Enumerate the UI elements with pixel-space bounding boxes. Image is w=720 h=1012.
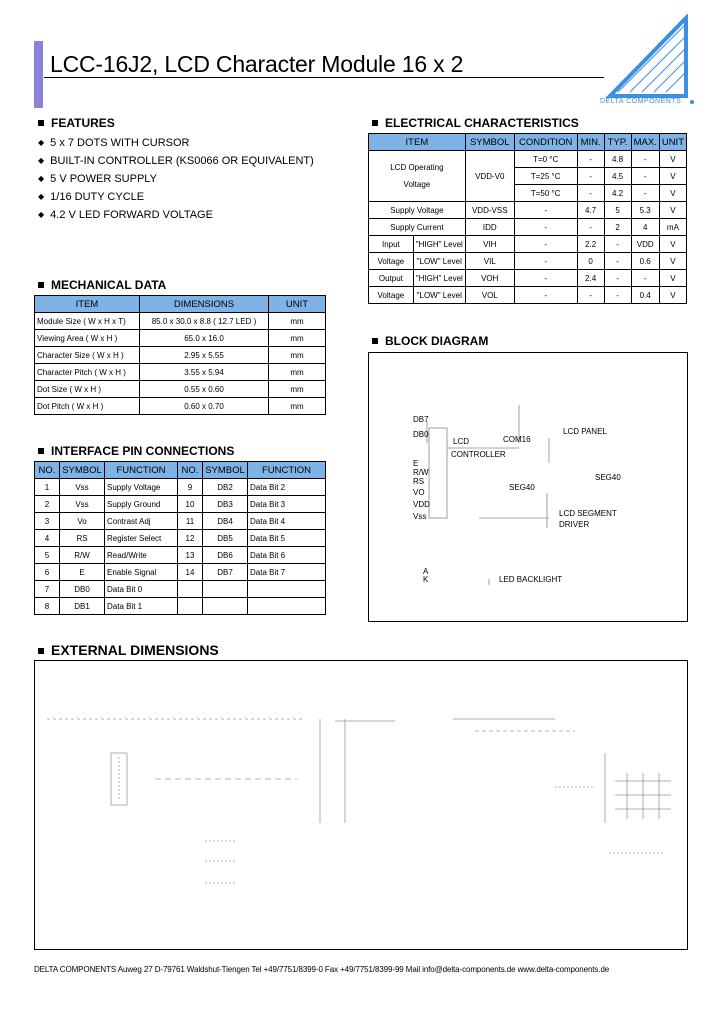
table-cell: Voltage — [369, 287, 414, 304]
table-cell: Voltage — [369, 253, 414, 270]
table-cell: Supply Voltage — [369, 202, 466, 219]
table-cell: - — [514, 236, 577, 253]
col-header: DIMENSIONS — [140, 296, 269, 313]
table-cell: 2 — [604, 219, 631, 236]
table-row — [369, 219, 687, 236]
col-header: NO. — [35, 462, 60, 479]
table-cell: - — [631, 185, 659, 202]
table-cell: T=0 °C — [514, 151, 577, 168]
table-cell: - — [577, 185, 604, 202]
table-cell: 3 — [35, 513, 60, 530]
table-cell: 1 — [35, 479, 60, 496]
table-cell: 2.2 — [577, 236, 604, 253]
table-header-row — [35, 296, 326, 313]
table-cell: - — [604, 270, 631, 287]
table-cell: 0.4 — [631, 287, 659, 304]
electrical-heading-text: ELECTRICAL CHARACTERISTICS — [385, 116, 579, 130]
table-cell: mm — [269, 330, 326, 347]
pin-label: E — [413, 459, 419, 468]
external-dimensions-drawing — [34, 660, 688, 950]
title-accent-bar — [34, 41, 43, 108]
table-cell: 12 — [178, 530, 203, 547]
table-cell: V — [659, 168, 686, 185]
logo-text: DELTA COMPONENTS — [600, 98, 682, 105]
table-row — [369, 202, 687, 219]
table-cell: Data Bit 2 — [248, 479, 326, 496]
table-cell: Register Select — [105, 530, 178, 547]
pin-label: DB0 — [413, 430, 429, 439]
col-header: FUNCTION — [248, 462, 326, 479]
feature-item — [38, 188, 314, 206]
table-cell: T=25 °C — [514, 168, 577, 185]
table-cell: 4 — [631, 219, 659, 236]
logo — [600, 14, 700, 110]
mechanical-table — [34, 295, 326, 415]
table-cell: RS — [60, 530, 105, 547]
table-cell: mm — [269, 347, 326, 364]
table-cell: 7 — [35, 581, 60, 598]
col-header: TYP. — [604, 134, 631, 151]
table-cell: 4.8 — [604, 151, 631, 168]
table-cell: Dot Size ( W x H ) — [35, 381, 140, 398]
table-cell: Data Bit 5 — [248, 530, 326, 547]
interface-heading-text: INTERFACE PIN CONNECTIONS — [51, 444, 235, 458]
features-list — [38, 134, 314, 224]
table-cell: Output — [369, 270, 414, 287]
table-cell: - — [604, 236, 631, 253]
bullet-square-icon — [38, 648, 44, 654]
table-cell: 8 — [35, 598, 60, 615]
table-cell: DB1 — [60, 598, 105, 615]
table-cell: 4.2 — [604, 185, 631, 202]
table-cell: Data Bit 1 — [105, 598, 178, 615]
table-cell: V — [659, 287, 686, 304]
col-header: SYMBOL — [465, 134, 514, 151]
block-label: COM16 — [503, 435, 531, 444]
table-cell: - — [577, 219, 604, 236]
table-row — [369, 287, 687, 304]
bullet-square-icon — [372, 120, 378, 126]
block-label: LCD PANEL — [563, 427, 607, 436]
table-cell: Dot Pitch ( W x H ) — [35, 398, 140, 415]
table-cell: mm — [269, 364, 326, 381]
table-cell: 0 — [577, 253, 604, 270]
table-row — [35, 479, 326, 496]
pin-label: DB7 — [413, 415, 429, 424]
table-cell: 5.3 — [631, 202, 659, 219]
footer-contact: DELTA COMPONENTS Auweg 27 D-79761 Waldshut-Tiengen Tel +49/7751/8399-0 Fax +49/7751/8399-99 Mail info@delta-components.de www.delta-components.de — [34, 965, 610, 974]
table-cell: "HIGH" Level — [413, 236, 465, 253]
table-cell: - — [631, 168, 659, 185]
table-cell: 85.0 x 30.0 x 8.8 ( 12.7 LED ) — [140, 313, 269, 330]
pin-label: VO — [413, 488, 425, 497]
features-heading — [38, 116, 115, 130]
table-cell: "LOW" Level — [413, 287, 465, 304]
table-cell: - — [604, 253, 631, 270]
table-cell: - — [631, 270, 659, 287]
table-cell: Vss — [60, 479, 105, 496]
table-cell — [369, 151, 466, 202]
col-header: SYMBOL — [60, 462, 105, 479]
table-cell: "LOW" Level — [413, 253, 465, 270]
table-cell: Supply Voltage — [105, 479, 178, 496]
table-cell: Input — [369, 236, 414, 253]
feature-text: 5 x 7 DOTS WITH CURSOR — [50, 137, 190, 149]
table-cell: Data Bit 4 — [248, 513, 326, 530]
table-row — [35, 598, 326, 615]
table-cell: VOH — [465, 270, 514, 287]
mechanical-heading-text: MECHANICAL DATA — [51, 278, 167, 292]
col-header: MAX. — [631, 134, 659, 151]
table-cell: - — [577, 168, 604, 185]
block-diagram — [368, 352, 688, 622]
col-header: UNIT — [659, 134, 686, 151]
table-cell: VDD-V0 — [465, 151, 514, 202]
bullet-square-icon — [38, 448, 44, 454]
table-cell: 14 — [178, 564, 203, 581]
diamond-icon: ◆ — [38, 156, 45, 165]
external-heading — [38, 642, 219, 658]
feature-item — [38, 152, 314, 170]
table-cell — [248, 598, 326, 615]
table-header-row — [35, 462, 326, 479]
table-cell: 13 — [178, 547, 203, 564]
table-cell: Character Size ( W x H ) — [35, 347, 140, 364]
cell-text: LCD Operating — [390, 163, 444, 172]
table-cell: - — [514, 270, 577, 287]
pin-label: A — [423, 567, 429, 576]
table-cell: VDD — [631, 236, 659, 253]
table-cell: V — [659, 202, 686, 219]
diamond-icon: ◆ — [38, 138, 45, 147]
table-cell — [178, 581, 203, 598]
col-header: UNIT — [269, 296, 326, 313]
table-cell: "HIGH" Level — [413, 270, 465, 287]
table-cell: - — [631, 151, 659, 168]
dimension-drawing-lines — [35, 661, 687, 949]
table-cell: 5 — [35, 547, 60, 564]
table-cell: 9 — [178, 479, 203, 496]
interface-table — [34, 461, 326, 615]
table-cell: V — [659, 270, 686, 287]
pin-label: R/W — [413, 468, 429, 477]
table-row — [35, 581, 326, 598]
col-header: ITEM — [35, 296, 140, 313]
table-cell: - — [514, 287, 577, 304]
diamond-icon: ◆ — [38, 192, 45, 201]
table-row — [35, 330, 326, 347]
table-cell: 2.4 — [577, 270, 604, 287]
table-cell: Contrast Adj — [105, 513, 178, 530]
table-cell: - — [577, 151, 604, 168]
table-cell: mm — [269, 381, 326, 398]
table-cell: 0.55 x 0.60 — [140, 381, 269, 398]
table-cell: Read/Write — [105, 547, 178, 564]
table-cell: Supply Ground — [105, 496, 178, 513]
features-heading-text: FEATURES — [51, 116, 115, 130]
table-cell — [248, 581, 326, 598]
table-row — [35, 547, 326, 564]
block-heading-text: BLOCK DIAGRAM — [385, 334, 489, 348]
col-header: CONDITION — [514, 134, 577, 151]
table-cell: DB0 — [60, 581, 105, 598]
table-row — [35, 313, 326, 330]
table-row — [35, 513, 326, 530]
block-label: SEG40 — [595, 473, 621, 482]
table-cell: E — [60, 564, 105, 581]
table-cell: mA — [659, 219, 686, 236]
table-cell — [203, 581, 248, 598]
bullet-square-icon — [38, 282, 44, 288]
table-cell: Vo — [60, 513, 105, 530]
feature-text: BUILT-IN CONTROLLER (KS0066 OR EQUIVALENT) — [50, 155, 314, 167]
feature-text: 1/16 DUTY CYCLE — [50, 191, 145, 203]
table-cell: Vss — [60, 496, 105, 513]
table-cell: DB7 — [203, 564, 248, 581]
block-label: LCD — [453, 437, 470, 446]
block-label: LED BACKLIGHT — [499, 575, 563, 584]
pin-label: Vss — [413, 512, 427, 521]
col-header: FUNCTION — [105, 462, 178, 479]
table-row — [35, 364, 326, 381]
table-row — [35, 381, 326, 398]
table-row — [369, 151, 687, 168]
block-label: SEG40 — [509, 483, 535, 492]
feature-item — [38, 206, 314, 224]
table-cell — [178, 598, 203, 615]
delta-logo-icon — [604, 14, 700, 110]
pin-label: RS — [413, 477, 425, 486]
interface-heading — [38, 444, 234, 458]
page-title: LCC-16J2, LCD Character Module 16 x 2 — [50, 51, 464, 77]
table-cell: 5 — [604, 202, 631, 219]
table-cell: T=50 °C — [514, 185, 577, 202]
table-cell: 0.6 — [631, 253, 659, 270]
table-cell: Data Bit 0 — [105, 581, 178, 598]
table-cell: Supply Current — [369, 219, 466, 236]
table-cell: 0.60 x 0.70 — [140, 398, 269, 415]
block-label: DRIVER — [559, 520, 590, 529]
table-cell: 2.95 x 5.55 — [140, 347, 269, 364]
pin-label: K — [423, 575, 429, 584]
table-header-row — [369, 134, 687, 151]
pin-label: VDD — [413, 500, 430, 509]
table-cell: - — [514, 202, 577, 219]
col-header: NO. — [178, 462, 203, 479]
table-cell: 65.0 x 16.0 — [140, 330, 269, 347]
table-row — [35, 398, 326, 415]
table-row — [369, 236, 687, 253]
table-cell: DB5 — [203, 530, 248, 547]
block-heading — [372, 334, 488, 348]
table-cell — [203, 598, 248, 615]
table-cell: R/W — [60, 547, 105, 564]
table-cell: IDD — [465, 219, 514, 236]
table-cell: 10 — [178, 496, 203, 513]
table-cell: 4.5 — [604, 168, 631, 185]
table-cell: - — [577, 287, 604, 304]
table-cell: Data Bit 6 — [248, 547, 326, 564]
cell-text: Voltage — [403, 180, 431, 189]
col-header: MIN. — [577, 134, 604, 151]
diamond-icon: ◆ — [38, 174, 45, 183]
table-cell: 3.55 x 5.94 — [140, 364, 269, 381]
table-cell: Module Size ( W x H x T) — [35, 313, 140, 330]
table-cell: VIH — [465, 236, 514, 253]
table-cell: DB2 — [203, 479, 248, 496]
table-cell: DB4 — [203, 513, 248, 530]
table-cell: DB3 — [203, 496, 248, 513]
table-cell: Enable Signal — [105, 564, 178, 581]
bullet-square-icon — [38, 120, 44, 126]
bullet-square-icon — [372, 338, 378, 344]
table-cell: Viewing Area ( W x H ) — [35, 330, 140, 347]
table-cell: DB6 — [203, 547, 248, 564]
table-cell: 6 — [35, 564, 60, 581]
table-cell: 4.7 — [577, 202, 604, 219]
table-cell: mm — [269, 313, 326, 330]
table-cell: 4 — [35, 530, 60, 547]
table-cell: Data Bit 3 — [248, 496, 326, 513]
table-row — [35, 530, 326, 547]
table-cell: mm — [269, 398, 326, 415]
electrical-heading — [372, 116, 579, 130]
electrical-table — [368, 133, 687, 304]
diamond-icon: ◆ — [38, 210, 45, 219]
col-header: SYMBOL — [203, 462, 248, 479]
table-row — [35, 496, 326, 513]
mechanical-heading — [38, 278, 166, 292]
table-cell: Data Bit 7 — [248, 564, 326, 581]
block-label: CONTROLLER — [451, 450, 506, 459]
external-heading-text: EXTERNAL DIMENSIONS — [51, 642, 219, 658]
block-label: LCD SEGMENT — [559, 509, 617, 518]
feature-text: 5 V POWER SUPPLY — [50, 173, 157, 185]
feature-item — [38, 134, 314, 152]
table-cell: V — [659, 253, 686, 270]
title-underline — [44, 77, 604, 78]
table-cell: V — [659, 236, 686, 253]
table-cell: - — [514, 219, 577, 236]
table-cell: - — [604, 287, 631, 304]
col-header: ITEM — [369, 134, 466, 151]
table-cell: V — [659, 185, 686, 202]
table-cell: - — [514, 253, 577, 270]
feature-text: 4.2 V LED FORWARD VOLTAGE — [50, 209, 213, 221]
table-cell: 11 — [178, 513, 203, 530]
table-row — [35, 347, 326, 364]
table-cell: Character Pitch ( W x H ) — [35, 364, 140, 381]
feature-item — [38, 170, 314, 188]
table-cell: 2 — [35, 496, 60, 513]
table-cell: V — [659, 151, 686, 168]
table-cell: VIL — [465, 253, 514, 270]
table-cell: VDD-VSS — [465, 202, 514, 219]
table-row — [369, 270, 687, 287]
table-row — [369, 253, 687, 270]
table-cell: VOL — [465, 287, 514, 304]
table-row — [35, 564, 326, 581]
